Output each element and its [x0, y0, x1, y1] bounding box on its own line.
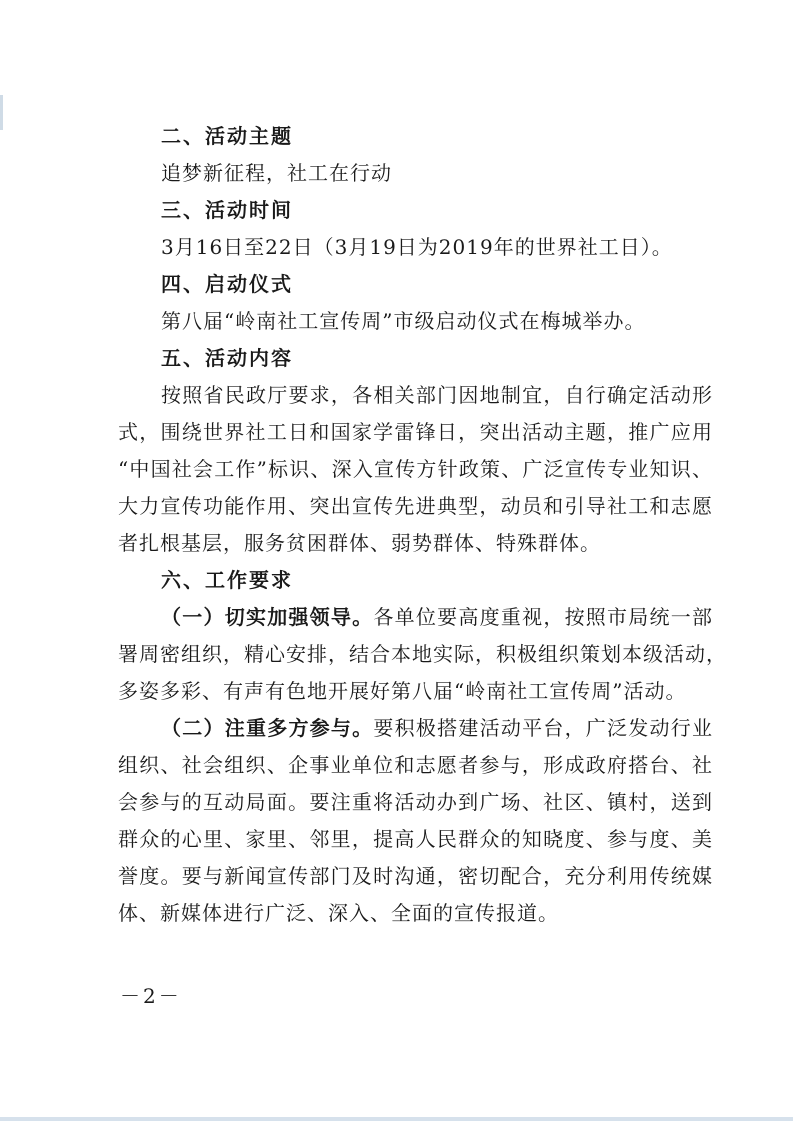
document-body	[118, 118, 727, 932]
paragraph-text: 要积极搭建活动平台，广泛发动行业	[373, 716, 714, 740]
section-heading-requirements: 六、工作要求	[161, 568, 293, 592]
subsection-title-leadership: （一）切实加强领导。	[161, 605, 374, 629]
section-body-time: 3月16日至22日（3月19日为2019年的世界社工日）。	[161, 235, 673, 259]
section-body-theme: 追梦新征程，社工在行动	[161, 161, 392, 185]
subsection-title-participation: （二）注重多方参与。	[161, 716, 374, 740]
section-body-ceremony: 第八届“岭南社工宣传周”市级启动仪式在梅城举办。	[161, 309, 646, 333]
paragraph-line: 组织、社会组织、企事业单位和志愿者参与，形成政府搭台、社	[118, 753, 713, 777]
paragraph-text: 各单位要高度重视，按照市局统一部	[373, 605, 714, 629]
scan-edge-bottom	[0, 1117, 793, 1121]
paragraph-line	[118, 710, 713, 747]
paragraph-line: 体、新媒体进行广泛、深入、全面的宣传报道。	[118, 901, 559, 925]
paragraph-line: 誉度。要与新闻宣传部门及时沟通，密切配合，充分利用传统媒	[118, 864, 713, 888]
scan-edge-mark	[0, 95, 3, 130]
section-heading-content: 五、活动内容	[161, 346, 293, 370]
paragraph-line	[118, 599, 713, 636]
section-heading-ceremony: 四、启动仪式	[161, 272, 293, 296]
paragraph-line: 式，围绕世界社工日和国家学雷锋日，突出活动主题，推广应用	[118, 420, 713, 444]
paragraph-line: 会参与的互动局面。要注重将活动办到广场、社区、镇村，送到	[118, 790, 713, 814]
paragraph-line: 按照省民政厅要求，各相关部门因地制宜，自行确定活动形	[161, 383, 713, 407]
paragraph-line: “中国社会工作”标识、深入宣传方针政策、广泛宣传专业知识、	[118, 457, 713, 481]
paragraph-line: 多姿多彩、有声有色地开展好第八届“岭南社工宣传周”活动。	[118, 679, 687, 703]
paragraph-line: 群众的心里、家里、邻里，提高人民群众的知晓度、参与度、美	[118, 827, 713, 851]
section-heading-time: 三、活动时间	[161, 198, 293, 222]
paragraph-line: 署周密组织，精心安排，结合本地实际，积极组织策划本级活动，	[118, 642, 727, 666]
paragraph-line: 者扎根基层，服务贫困群体、弱势群体、特殊群体。	[118, 531, 601, 555]
paragraph-line: 大力宣传功能作用、突出宣传先进典型，动员和引导社工和志愿	[118, 494, 713, 518]
page-number: －2－	[120, 984, 182, 1008]
section-heading-theme: 二、活动主题	[161, 124, 293, 148]
